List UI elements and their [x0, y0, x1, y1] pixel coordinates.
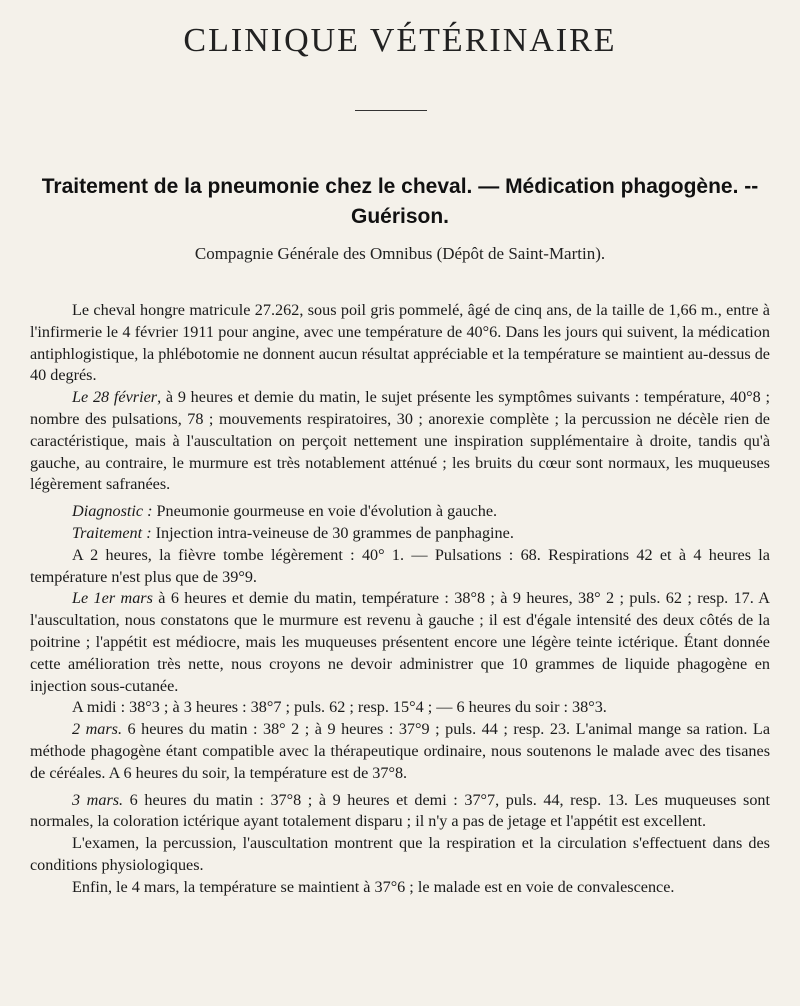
article-subtitle: Compagnie Générale des Omnibus (Dépôt de Saint-Martin). [194, 244, 606, 263]
paragraph-text: , à 9 heures et demie du matin, le sujet présente les symptômes suivants : température, 40°8 ; nombre des pulsations, 78 ; mouvements respiratoires, 30 ; anorexie complète ; la percussion ne décèle rien de caractéristique, mais à l'auscultation on perçoit nettement une inspiration supplémentaire à droite, tandis qu'à gauche, au contraire, le murmure est très notablement atténué ; les bruits du cœur sont normaux, les muqueuses légèrement safranées. [30, 388, 771, 494]
running-header: CLINIQUE VÉTÉRINAIRE [183, 22, 617, 59]
paragraph-text: Injection intra-veineuse de 30 grammes de panphagine. [151, 523, 514, 542]
paragraph-lead: Diagnostic : [72, 502, 153, 521]
paragraph [30, 501, 770, 523]
paragraph-text: Le cheval hongre matricule 27.262, sous poil gris pommelé, âgé de cinq ans, de la taille de 1,66 m., entre à l'infirmerie le 4 février 1911 pour angine, avec une température de 40°6. Dans les jours qui suivent, la médication antiphlogistique, la phlébotomie ne donnent aucun résultat appréciable et la température se maintient au-dessus de 40 degrés. [30, 301, 770, 385]
article-body [30, 300, 770, 899]
paragraph-text: A midi : 38°3 ; à 3 heures : 38°7 ; puls. 62 ; resp. 15°4 ; — 6 heures du soir : 38°3. [72, 698, 607, 717]
paragraph [30, 719, 770, 784]
paragraph-lead: Traitement : [72, 523, 152, 542]
paragraph [30, 697, 770, 719]
paragraph-lead: Le 1er mars [72, 589, 153, 608]
header-divider [355, 110, 427, 111]
paragraph [30, 300, 770, 387]
paragraph-text: 6 heures du matin : 37°8 ; à 9 heures et demi : 37°7, puls. 44, resp. 13. Les muqueuses sont normales, la coloration ictérique ayant totalement disparu ; il n'y a pas de jetage et l'appétit est excellent. [30, 790, 770, 831]
paragraph-text: à 6 heures et demie du matin, température : 38°8 ; à 9 heures, 38° 2 ; puls. 62 ; resp. 17. A l'auscultation, nous constatons que le murmure est revenu à gauche ; il est d'égale intensité des deux côtés de la poitrine ; l'appétit est médiocre, mais les muqueuses présentent encore une légère teinte ictérique. Étant donnée cette amélioration très nette, nous croyons ne devoir administrer que 10 grammes de liquide phagogène en injection sous-cutanée. [30, 589, 770, 695]
paragraph-lead: Le 28 février [72, 388, 158, 407]
article-title: Traitement de la pneumonie chez le cheval. — Médication phagogène. -- Guérison. [41, 175, 759, 228]
paragraph-lead: 2 mars. [72, 720, 123, 739]
paragraph [30, 387, 770, 496]
paragraph-text: Enfin, le 4 mars, la température se maintient à 37°6 ; le malade est en voie de convalescence. [72, 877, 675, 896]
paragraph-lead: 3 mars. [72, 790, 124, 809]
paragraph [30, 877, 770, 899]
paragraph-text: 6 heures du matin : 38° 2 ; à 9 heures : 37°9 ; puls. 44 ; resp. 23. L'animal mange sa ration. La méthode phagogène étant compatible avec la thérapeutique ordinaire, nous soutenons le malade avec des tisanes de céréales. A 6 heures du soir, la température est de 37°8. [30, 720, 771, 782]
paragraph [30, 790, 770, 834]
paragraph [30, 588, 770, 697]
paragraph [30, 833, 770, 877]
paragraph-text: Pneumonie gourmeuse en voie d'évolution à gauche. [152, 502, 498, 521]
paragraph [30, 523, 770, 545]
paragraph [30, 545, 770, 589]
paragraph-text: L'examen, la percussion, l'auscultation montrent que la respiration et la circulation s'effectuent dans des conditions physiologiques. [30, 834, 770, 874]
paragraph-text: A 2 heures, la fièvre tombe légèrement : 40° 1. — Pulsations : 68. Respirations 42 et à 4 heures la température n'est plus que de 39°9. [30, 545, 770, 586]
